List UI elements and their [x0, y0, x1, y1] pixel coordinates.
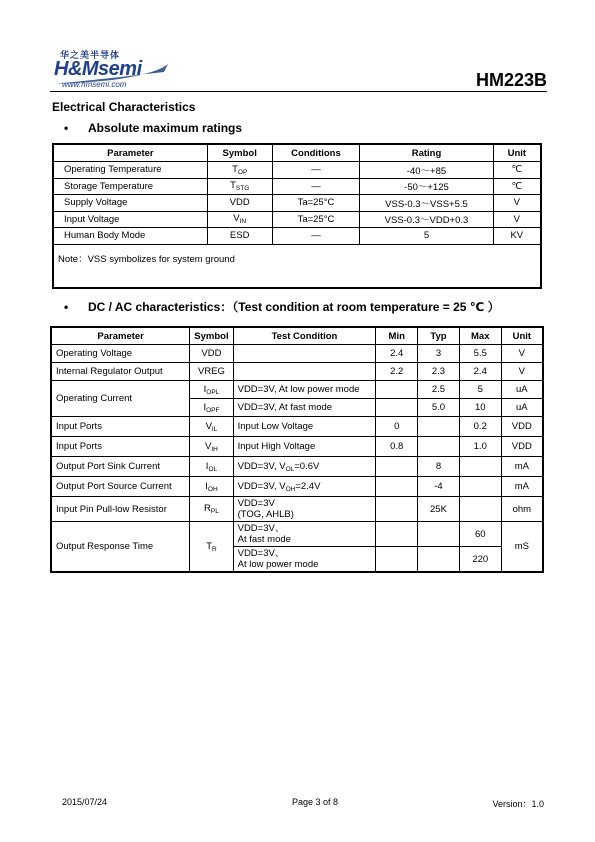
min-cell — [376, 477, 418, 497]
param-cell: Operating Temperature — [53, 162, 207, 179]
symbol-cell: VDD — [207, 195, 272, 212]
table-row — [51, 497, 543, 522]
logo-wordmark: H&Msemi — [54, 58, 142, 80]
condition-cell — [233, 363, 376, 381]
typ-cell: -4 — [418, 477, 460, 497]
col-header: Conditions — [272, 144, 360, 162]
bullet-icon: • — [64, 121, 69, 135]
table-row — [51, 345, 543, 363]
param-cell: Human Body Mode — [53, 228, 207, 245]
table-row — [53, 228, 541, 245]
min-cell — [376, 381, 418, 399]
max-cell: 10 — [459, 399, 501, 417]
table-row — [53, 211, 541, 228]
col-header: Symbol — [207, 144, 272, 162]
rating-cell: VSS-0.3～VDD+0.3 — [360, 211, 493, 228]
dcac-table — [50, 326, 544, 573]
condition-cell: VDD=3V、 At low power mode — [233, 547, 376, 573]
col-header: Test Condition — [233, 327, 376, 345]
abs-max-heading — [64, 121, 242, 135]
max-cell: 5 — [459, 381, 501, 399]
param-cell: Operating Voltage — [51, 345, 190, 363]
table-row — [51, 522, 543, 547]
symbol-cell: ESD — [207, 228, 272, 245]
typ-cell: 2.5 — [418, 381, 460, 399]
bullet-icon: • — [64, 300, 69, 314]
condition-cell: VDD=3V (TOG, AHLB) — [233, 497, 376, 522]
footer-page: Page 3 of 8 — [292, 797, 339, 807]
col-header: Typ — [418, 327, 460, 345]
abs-max-table — [52, 143, 542, 289]
col-header: Max — [459, 327, 501, 345]
symbol-cell: $I_{OH}$ — [190, 477, 233, 497]
min-cell — [376, 457, 418, 477]
unit-cell: mA — [501, 457, 543, 477]
company-logo — [52, 48, 170, 93]
min-cell: 2.2 — [376, 363, 418, 381]
col-header: Parameter — [51, 327, 190, 345]
condition-cell: VDD=3V, At fast mode — [233, 399, 376, 417]
unit-cell: KV — [493, 228, 541, 245]
typ-cell: 5.0 — [418, 399, 460, 417]
logo-chinese-text: 华之美半导体 — [60, 50, 121, 60]
header-divider — [50, 91, 547, 92]
param-cell: Input Voltage — [53, 211, 207, 228]
col-header: Unit — [501, 327, 543, 345]
typ-cell: 2.3 — [418, 363, 460, 381]
max-cell: 5.5 — [459, 345, 501, 363]
conditions-cell: Ta=25°C — [272, 195, 360, 212]
symbol-cell: $V_{IH}$ — [190, 437, 233, 457]
table-row — [53, 178, 541, 195]
table-row — [51, 381, 543, 399]
param-cell: Output Response Time — [51, 522, 190, 573]
dcac-heading — [64, 298, 500, 315]
unit-cell: VDD — [501, 437, 543, 457]
table-row — [51, 457, 543, 477]
symbol-cell: $R_{PL}$ — [190, 497, 233, 522]
unit-cell: uA — [501, 381, 543, 399]
param-cell: Storage Temperature — [53, 178, 207, 195]
typ-cell — [418, 417, 460, 437]
min-cell — [376, 522, 418, 547]
symbol-cell: VDD — [190, 345, 233, 363]
min-cell — [376, 497, 418, 522]
conditions-cell: — — [272, 162, 360, 179]
unit-cell: V — [501, 345, 543, 363]
condition-cell: Input Low Voltage — [233, 417, 376, 437]
condition-cell: Input High Voltage — [233, 437, 376, 457]
table-row — [51, 417, 543, 437]
param-cell: Input Ports — [51, 417, 190, 437]
typ-cell: 8 — [418, 457, 460, 477]
param-cell: Supply Voltage — [53, 195, 207, 212]
max-cell: 0.2 — [459, 417, 501, 437]
symbol-cell: $T_{OP}$ — [207, 162, 272, 179]
min-cell: 0.8 — [376, 437, 418, 457]
col-header: Rating — [360, 144, 493, 162]
conditions-cell: — — [272, 228, 360, 245]
footer-date: 2015/07/24 — [62, 797, 108, 807]
section-title: Electrical Characteristics — [52, 100, 196, 114]
table-row — [53, 195, 541, 212]
footer-version: Version：1.0 — [492, 799, 544, 809]
symbol-cell: $I_{OL}$ — [190, 457, 233, 477]
dcac-title: DC / AC characteristics：（Test condition at room temperature = 25 ℃ ） — [88, 300, 500, 314]
param-cell: Input Pin Pull-low Resistor — [51, 497, 190, 522]
symbol-cell: $T_{STG}$ — [207, 178, 272, 195]
max-cell — [459, 477, 501, 497]
unit-cell: ℃ — [493, 162, 541, 179]
symbol-cell: $I_{OPL}$ — [190, 381, 233, 399]
min-cell — [376, 399, 418, 417]
max-cell: 60 — [459, 522, 501, 547]
condition-cell: VDD=3V、 At fast mode — [233, 522, 376, 547]
max-cell — [459, 457, 501, 477]
condition-cell: VDD=3V, $V_{OH}=2.4V$ — [233, 477, 376, 497]
rating-cell: 5 — [360, 228, 493, 245]
table-note: Note：VSS symbolizes for system ground — [53, 244, 541, 288]
unit-cell: ohm — [501, 497, 543, 522]
table-row — [51, 437, 543, 457]
unit-cell: mS — [501, 522, 543, 573]
table-row — [51, 477, 543, 497]
table-header-row — [53, 144, 541, 162]
param-cell: Input Ports — [51, 437, 190, 457]
table-header-row — [51, 327, 543, 345]
unit-cell: V — [493, 211, 541, 228]
typ-cell — [418, 522, 460, 547]
condition-cell — [233, 345, 376, 363]
symbol-cell: $T_R$ — [190, 522, 233, 573]
condition-cell: VDD=3V, $V_{OL}=0.6V$ — [233, 457, 376, 477]
min-cell: 0 — [376, 417, 418, 437]
max-cell — [459, 497, 501, 522]
unit-cell: V — [501, 363, 543, 381]
typ-cell: 25K — [418, 497, 460, 522]
typ-cell — [418, 437, 460, 457]
table-note-row — [53, 244, 541, 288]
abs-max-title: Absolute maximum ratings — [88, 121, 243, 135]
min-cell: 2.4 — [376, 345, 418, 363]
col-header: Unit — [493, 144, 541, 162]
col-header: Min — [376, 327, 418, 345]
symbol-cell: VREG — [190, 363, 233, 381]
unit-cell: uA — [501, 399, 543, 417]
rating-cell: VSS-0.3～VSS+5.5 — [360, 195, 493, 212]
typ-cell — [418, 547, 460, 573]
symbol-cell: $I_{OPF}$ — [190, 399, 233, 417]
rating-cell: -50～+125 — [360, 178, 493, 195]
table-row — [51, 363, 543, 381]
unit-cell: ℃ — [493, 178, 541, 195]
rating-cell: -40～+85 — [360, 162, 493, 179]
param-cell: Internal Regulator Output — [51, 363, 190, 381]
table-row — [53, 162, 541, 179]
condition-cell: VDD=3V, At low power mode — [233, 381, 376, 399]
param-cell: Output Port Sink Current — [51, 457, 190, 477]
col-header: Symbol — [190, 327, 233, 345]
col-header: Parameter — [53, 144, 207, 162]
param-cell: Output Port Source Current — [51, 477, 190, 497]
max-cell: 2.4 — [459, 363, 501, 381]
symbol-cell: $V_{IL}$ — [190, 417, 233, 437]
max-cell: 1.0 — [459, 437, 501, 457]
part-number: HM223B — [475, 70, 547, 90]
max-cell: 220 — [459, 547, 501, 573]
param-cell: Operating Current — [51, 381, 190, 417]
min-cell — [376, 547, 418, 573]
conditions-cell: — — [272, 178, 360, 195]
logo-url: www.hmsemi.com — [62, 80, 127, 89]
symbol-cell: $V_{IN}$ — [207, 211, 272, 228]
unit-cell: VDD — [501, 417, 543, 437]
unit-cell: mA — [501, 477, 543, 497]
unit-cell: V — [493, 195, 541, 212]
conditions-cell: Ta=25°C — [272, 211, 360, 228]
typ-cell: 3 — [418, 345, 460, 363]
